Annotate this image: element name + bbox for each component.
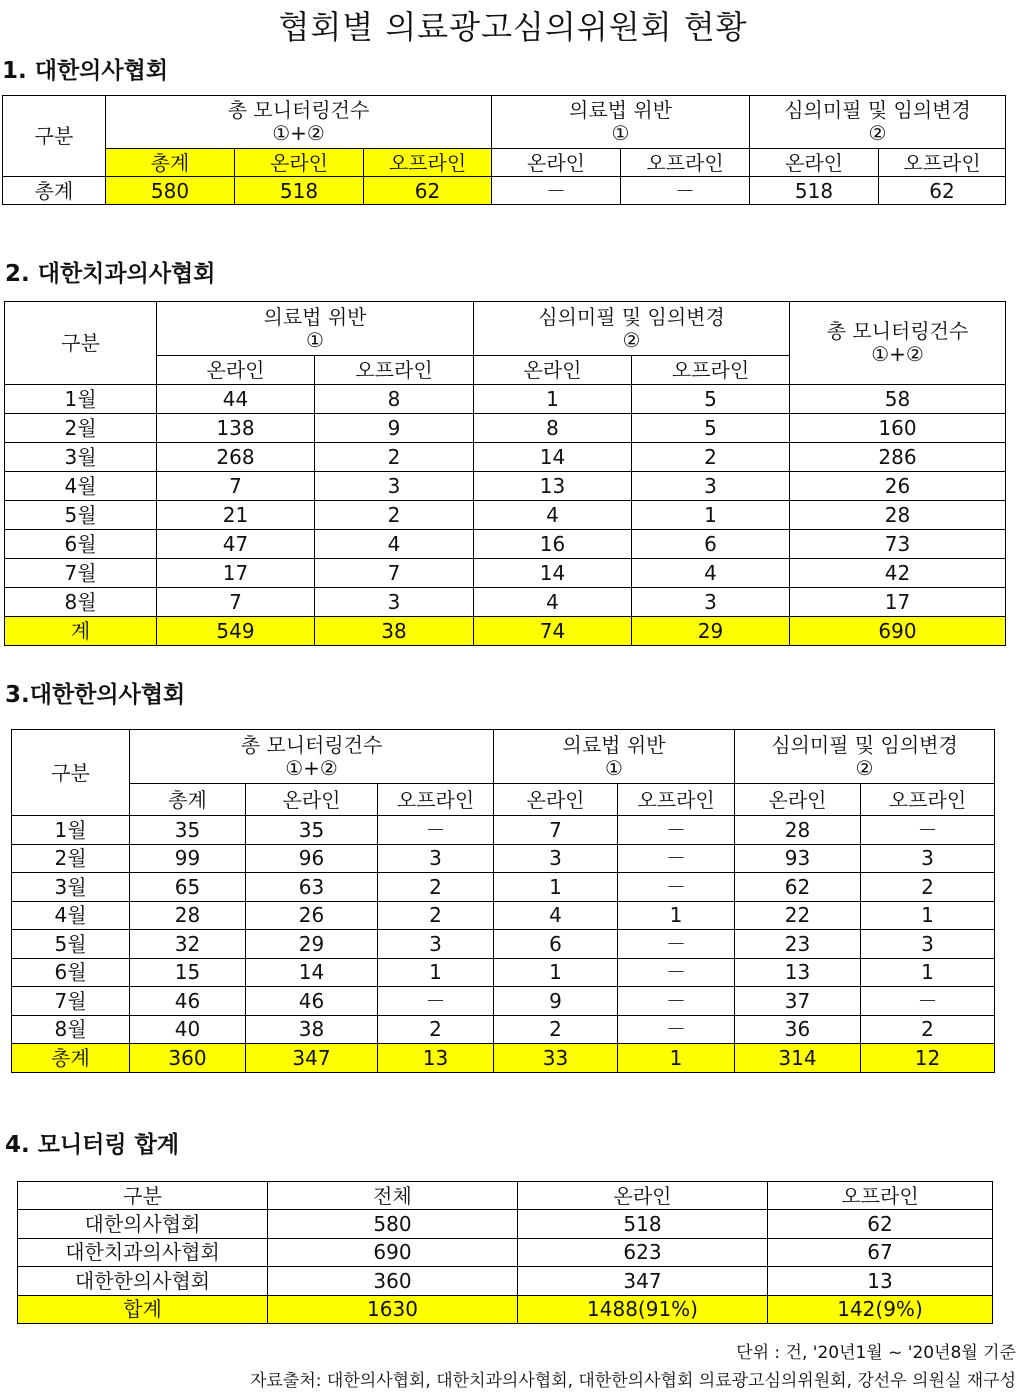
row-label: 7월	[12, 987, 130, 1016]
header-row	[18, 1182, 993, 1210]
cell: 17	[790, 588, 1006, 617]
section-1-heading: 1. 대한의사협회	[2, 58, 169, 84]
cell: 46	[246, 987, 378, 1016]
table-row	[5, 530, 1006, 559]
cell: 4	[494, 901, 618, 930]
cell: 8	[315, 385, 474, 414]
total-cell: 29	[632, 617, 790, 646]
cell: 2	[494, 1015, 618, 1044]
table-row	[5, 443, 1006, 472]
row-label: 2월	[5, 414, 157, 443]
cell: 7	[157, 472, 315, 501]
cell: 62	[879, 177, 1006, 205]
cell: 14	[474, 559, 632, 588]
cell: 62	[768, 1210, 993, 1239]
subheader-cell: 오프라인	[621, 149, 750, 177]
cell: 67	[768, 1238, 993, 1267]
table-row	[5, 559, 1006, 588]
subheader-cell: 총계	[106, 149, 235, 177]
row-label: 5월	[5, 501, 157, 530]
summary-table-body	[18, 1182, 993, 1324]
table-row	[12, 901, 995, 930]
kma-table	[2, 95, 1006, 205]
cell: 5	[632, 414, 790, 443]
cell: 360	[268, 1267, 518, 1296]
cell: －	[861, 816, 995, 845]
subheader-cell: 오프라인	[861, 784, 995, 816]
total-row	[18, 1295, 993, 1324]
cell: 6	[494, 930, 618, 959]
total-cell: 33	[494, 1044, 618, 1073]
cell: 518	[235, 177, 364, 205]
cell: 3	[378, 844, 494, 873]
cell: 1	[474, 385, 632, 414]
cell: 29	[246, 930, 378, 959]
column-header: 오프라인	[768, 1182, 993, 1210]
page-title: 협회별 의료광고심의위원회 현황	[278, 8, 748, 46]
cell: 65	[130, 873, 246, 902]
subheader-cell: 온라인	[750, 149, 879, 177]
cell: 160	[790, 414, 1006, 443]
cell: 3	[315, 472, 474, 501]
cell: 36	[735, 1015, 861, 1044]
row-label: 6월	[5, 530, 157, 559]
section-3-heading: 3.대한한의사협회	[5, 682, 186, 708]
section-2-heading: 2. 대한치과의사협회	[5, 261, 216, 287]
total-row	[12, 1044, 995, 1073]
row-label: 7월	[5, 559, 157, 588]
cell: 44	[157, 385, 315, 414]
cell: 13	[735, 958, 861, 987]
subheader-cell: 오프라인	[364, 149, 492, 177]
cell: 3	[632, 588, 790, 617]
row-label: 총계	[3, 177, 106, 205]
total-cell: 1630	[268, 1295, 518, 1324]
cell: 28	[735, 816, 861, 845]
row-label: 8월	[12, 1015, 130, 1044]
cell: 3	[378, 930, 494, 959]
total-cell: 13	[378, 1044, 494, 1073]
cell: 62	[735, 873, 861, 902]
subheader-cell: 온라인	[235, 149, 364, 177]
cell: 63	[246, 873, 378, 902]
header-unreviewed: 심의미필 및 임의변경 ②	[735, 730, 995, 784]
cell: 580	[106, 177, 235, 205]
row-label: 대한한의사협회	[18, 1267, 268, 1296]
source-note: 자료출처: 대한의사협회, 대한치과의사협회, 대한한의사협회 의료광고심의위원회, 강선우 의원실 재구성	[250, 1371, 1016, 1391]
cell: 5	[632, 385, 790, 414]
cell: 2	[315, 501, 474, 530]
cell: －	[618, 987, 735, 1016]
header-unreviewed: 심의미필 및 임의변경 ②	[474, 302, 790, 356]
total-cell: 12	[861, 1044, 995, 1073]
cell: 2	[632, 443, 790, 472]
cell: 28	[130, 901, 246, 930]
cell: 47	[157, 530, 315, 559]
table-row	[18, 1238, 993, 1267]
cell: 15	[130, 958, 246, 987]
cell: 16	[474, 530, 632, 559]
row-label: 2월	[12, 844, 130, 873]
header-total: 총 모니터링건수 ①+②	[130, 730, 494, 784]
cell: 690	[268, 1238, 518, 1267]
summary-table	[17, 1181, 993, 1324]
cell: 32	[130, 930, 246, 959]
cell: 268	[157, 443, 315, 472]
subheader-cell: 오프라인	[315, 356, 474, 385]
kda-table	[4, 301, 1006, 646]
cell: 3	[315, 588, 474, 617]
cell: 7	[494, 816, 618, 845]
cell: 3	[632, 472, 790, 501]
cell: 1	[378, 958, 494, 987]
cell: 7	[157, 588, 315, 617]
cell: 40	[130, 1015, 246, 1044]
row-label: 대한치과의사협회	[18, 1238, 268, 1267]
subheader-cell: 온라인	[246, 784, 378, 816]
cell: 35	[246, 816, 378, 845]
table-row	[12, 1015, 995, 1044]
total-cell: 347	[246, 1044, 378, 1073]
cell: －	[378, 816, 494, 845]
cell: 38	[246, 1015, 378, 1044]
subheader-cell: 총계	[130, 784, 246, 816]
cell: 3	[861, 930, 995, 959]
total-label: 계	[5, 617, 157, 646]
subheader-cell: 오프라인	[618, 784, 735, 816]
cell: 28	[790, 501, 1006, 530]
table-row	[3, 177, 1006, 205]
cell: 286	[790, 443, 1006, 472]
table-row	[12, 816, 995, 845]
cell: 58	[790, 385, 1006, 414]
header-law-violation: 의료법 위반 ①	[492, 96, 750, 149]
cell: 1	[861, 958, 995, 987]
table-row	[12, 958, 995, 987]
subheader-cell: 온라인	[494, 784, 618, 816]
table-row	[5, 414, 1006, 443]
cell: 23	[735, 930, 861, 959]
header-unreviewed: 심의미필 및 임의변경 ②	[750, 96, 1006, 149]
header-law-violation: 의료법 위반 ①	[494, 730, 735, 784]
row-label: 8월	[5, 588, 157, 617]
cell: 13	[474, 472, 632, 501]
total-cell: 38	[315, 617, 474, 646]
cell: 3	[494, 844, 618, 873]
total-cell: 1488(91%)	[518, 1295, 768, 1324]
cell: 21	[157, 501, 315, 530]
cell: 1	[618, 901, 735, 930]
header-total: 총 모니터링건수 ①+②	[790, 302, 1006, 385]
cell: －	[618, 958, 735, 987]
total-cell: 314	[735, 1044, 861, 1073]
cell: －	[618, 873, 735, 902]
subheader-cell: 오프라인	[879, 149, 1006, 177]
table-row	[12, 930, 995, 959]
row-label: 대한의사협회	[18, 1210, 268, 1239]
total-cell: 360	[130, 1044, 246, 1073]
row-label: 1월	[12, 816, 130, 845]
header-gubun: 구분	[12, 730, 130, 816]
cell: －	[861, 987, 995, 1016]
row-label: 1월	[5, 385, 157, 414]
cell: 138	[157, 414, 315, 443]
total-label: 합계	[18, 1295, 268, 1324]
table-row	[12, 873, 995, 902]
cell: 4	[474, 588, 632, 617]
cell: 623	[518, 1238, 768, 1267]
cell: 2	[378, 1015, 494, 1044]
unit-note: 단위 : 건, '20년1월 ~ '20년8월 기준	[736, 1343, 1016, 1363]
total-label: 총계	[12, 1044, 130, 1073]
row-label: 5월	[12, 930, 130, 959]
row-label: 4월	[12, 901, 130, 930]
cell: 26	[790, 472, 1006, 501]
cell: 518	[750, 177, 879, 205]
table-row	[5, 472, 1006, 501]
cell: 2	[378, 901, 494, 930]
total-cell: 690	[790, 617, 1006, 646]
cell: 42	[790, 559, 1006, 588]
cell: 35	[130, 816, 246, 845]
cell: 8	[474, 414, 632, 443]
cell: 9	[494, 987, 618, 1016]
header-total: 총 모니터링건수 ①+②	[106, 96, 492, 149]
cell: 518	[518, 1210, 768, 1239]
cell: －	[618, 930, 735, 959]
cell: 37	[735, 987, 861, 1016]
cell: －	[618, 816, 735, 845]
cell: 14	[474, 443, 632, 472]
cell: 14	[246, 958, 378, 987]
subheader-cell: 온라인	[157, 356, 315, 385]
cell: 4	[632, 559, 790, 588]
table-row	[5, 588, 1006, 617]
cell: 2	[861, 1015, 995, 1044]
subheader-cell: 온라인	[492, 149, 621, 177]
header-gubun: 구분	[3, 96, 106, 177]
cell: 17	[157, 559, 315, 588]
cell: 73	[790, 530, 1006, 559]
cell: 1	[861, 901, 995, 930]
cell: 26	[246, 901, 378, 930]
cell: 96	[246, 844, 378, 873]
cell: 4	[315, 530, 474, 559]
cell: 13	[768, 1267, 993, 1296]
cell: 99	[130, 844, 246, 873]
column-header: 구분	[18, 1182, 268, 1210]
section-4-heading: 4. 모니터링 합계	[5, 1132, 180, 1158]
row-label: 3월	[5, 443, 157, 472]
cell: 22	[735, 901, 861, 930]
subheader-cell: 오프라인	[632, 356, 790, 385]
cell: 4	[474, 501, 632, 530]
cell: －	[618, 844, 735, 873]
table-row	[12, 844, 995, 873]
table-row	[18, 1210, 993, 1239]
subheader-cell: 오프라인	[378, 784, 494, 816]
total-cell: 142(9%)	[768, 1295, 993, 1324]
table-row	[5, 501, 1006, 530]
cell: 1	[494, 873, 618, 902]
cell: 2	[378, 873, 494, 902]
total-cell: 549	[157, 617, 315, 646]
cell: 7	[315, 559, 474, 588]
cell: 9	[315, 414, 474, 443]
column-header: 전체	[268, 1182, 518, 1210]
row-label: 4월	[5, 472, 157, 501]
cell: 6	[632, 530, 790, 559]
cell: 93	[735, 844, 861, 873]
cell: 1	[632, 501, 790, 530]
subheader-cell: 온라인	[735, 784, 861, 816]
total-row	[5, 617, 1006, 646]
table-row	[12, 987, 995, 1016]
header-law-violation: 의료법 위반 ①	[157, 302, 474, 356]
cell: －	[618, 1015, 735, 1044]
column-header: 온라인	[518, 1182, 768, 1210]
total-cell: 74	[474, 617, 632, 646]
row-label: 3월	[12, 873, 130, 902]
table-row	[5, 385, 1006, 414]
kmaom-table-body	[12, 816, 995, 1073]
cell: －	[492, 177, 621, 205]
cell: 1	[494, 958, 618, 987]
total-cell: 1	[618, 1044, 735, 1073]
cell: 2	[315, 443, 474, 472]
subheader-cell: 온라인	[474, 356, 632, 385]
kmaom-table	[11, 729, 995, 1073]
kda-table-body	[5, 385, 1006, 646]
cell: 2	[861, 873, 995, 902]
header-gubun: 구분	[5, 302, 157, 385]
cell: 3	[861, 844, 995, 873]
table-row	[18, 1267, 993, 1296]
cell: －	[378, 987, 494, 1016]
cell: －	[621, 177, 750, 205]
cell: 46	[130, 987, 246, 1016]
row-label: 6월	[12, 958, 130, 987]
cell: 62	[364, 177, 492, 205]
cell: 580	[268, 1210, 518, 1239]
cell: 347	[518, 1267, 768, 1296]
